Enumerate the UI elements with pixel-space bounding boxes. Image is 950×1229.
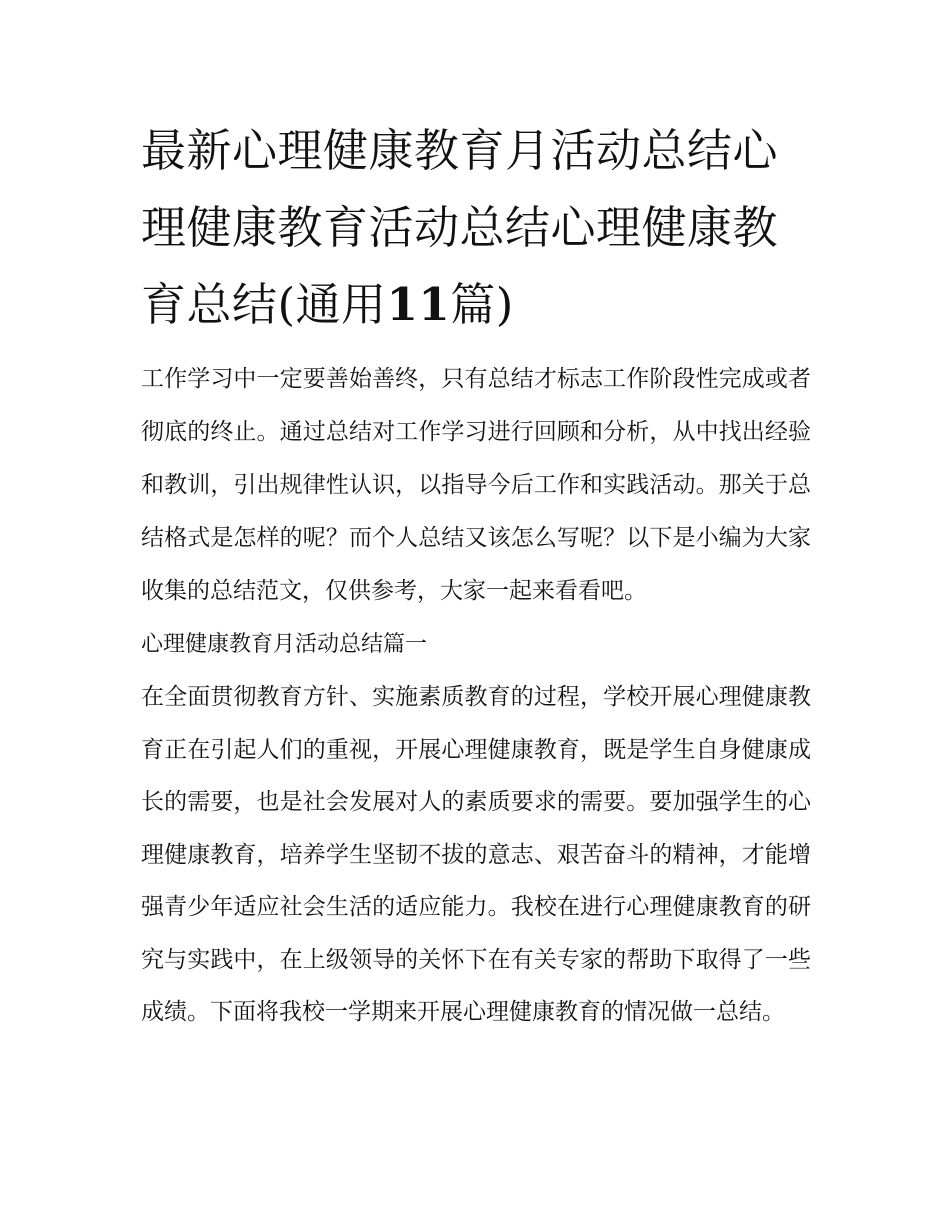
body-paragraph: 在全面贯彻教育方针、实施素质教育的过程，学校开展心理健康教育正在引起人们的重视，开展心理健康教育，既是学生自身健康成长的需要，也是社会发展对人的素质要求的需要。要加强学生的心理健康教育，培养学生坚韧不拔的意志、艰苦奋斗的精神，才能增强青少年适应社会生活的适应能力。我校在进行心理健康教育的研究与实践中，在上级领导的关怀下在有关专家的帮助下取得了一些成绩。下面将我校一学期来开展心理健康教育的情况做一总结。 bbox=[141, 684, 811, 1025]
document-page bbox=[141, 112, 811, 1039]
intro-paragraph: 工作学习中一定要善始善终，只有总结才标志工作阶段性完成或者彻底的终止。通过总结对工作学习进行回顾和分析，从中找出经验和教训，引出规律性认识，以指导今后工作和实践活动。那关于总结格式是怎样的呢？而个人总结又该怎么写呢？以下是小编为大家收集的总结范文，仅供参考，大家一起来看看吧。 bbox=[141, 366, 811, 604]
document-title bbox=[141, 112, 811, 343]
section-heading: 心理健康教育月活动总结篇一 bbox=[141, 632, 428, 657]
title-number: 11 bbox=[386, 278, 451, 331]
title-text-part1: 最新心理健康教育月活动总结心理健康教育活动总结心理健康教育总结(通用 bbox=[141, 124, 779, 331]
title-text-part2: 篇) bbox=[450, 278, 514, 331]
